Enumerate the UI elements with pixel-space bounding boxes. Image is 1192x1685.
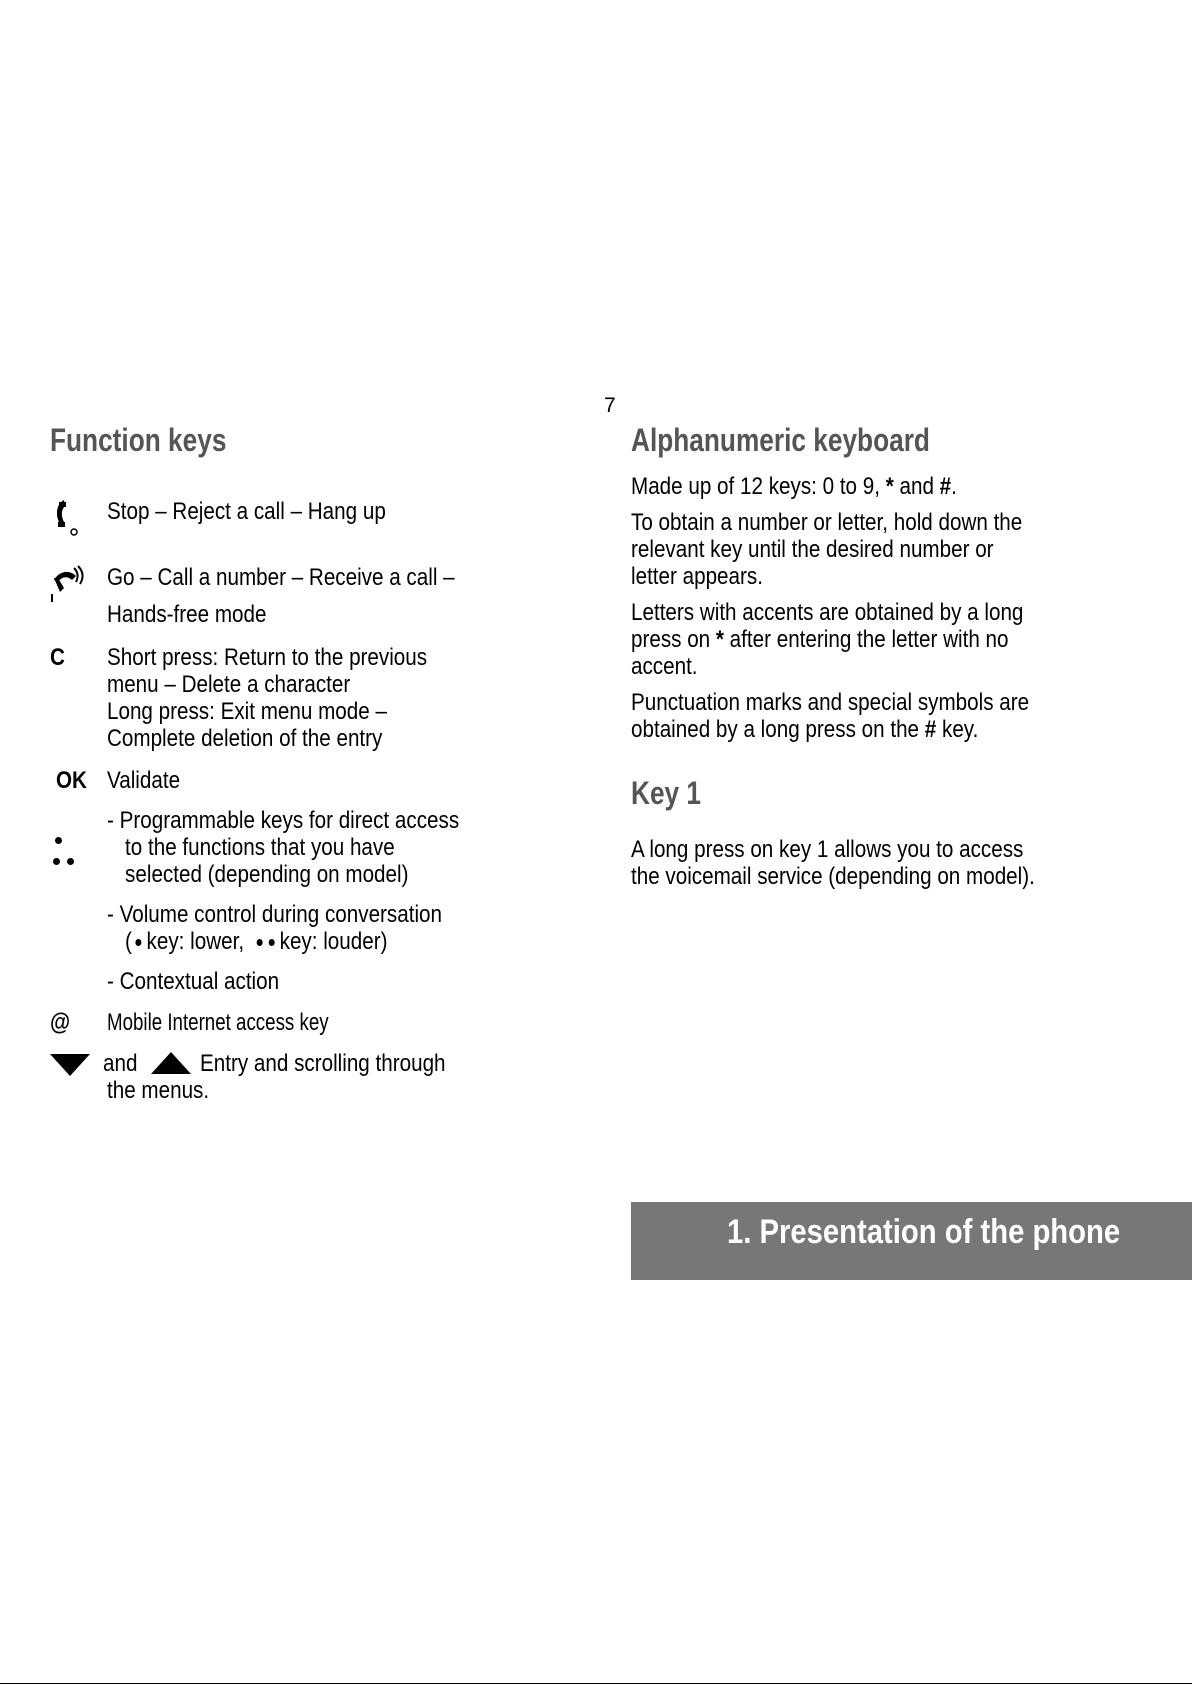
c-key-label: C [50, 644, 65, 671]
call-key-description-line2: Hands-free mode [107, 601, 267, 628]
bottom-rule [0, 1683, 1192, 1684]
function-keys-heading: Function keys [50, 422, 227, 458]
key-1-heading: Key 1 [631, 775, 702, 811]
and-label: and [103, 1050, 138, 1077]
programmable-keys-line3: selected (depending on model) [125, 861, 409, 888]
chapter-banner [631, 1202, 1192, 1280]
hash-key-symbol-2: # [924, 716, 937, 743]
down-arrow-icon [50, 1054, 90, 1082]
ok-key-label: OK [56, 767, 87, 794]
up-arrow-icon [151, 1052, 191, 1080]
c-key-line4: Complete deletion of the entry [107, 725, 383, 752]
alphanumeric-paragraph-1: Made up of 12 keys: 0 to 9, * and #. [631, 473, 957, 500]
volume-control-line1: - Volume control during conversation [107, 901, 443, 928]
hang-up-icon [50, 498, 100, 542]
double-dot-key-icon [257, 939, 263, 946]
at-key-label: @ [50, 1009, 71, 1036]
volume-control-line2: ( key: lower, key: louder) [125, 928, 388, 955]
c-key-line3: Long press: Exit menu mode – [107, 698, 387, 725]
programmable-keys-line2: to the functions that you have [125, 834, 395, 861]
single-dot-key-icon [135, 939, 141, 946]
chapter-title: 1. Presentation of the phone [727, 1213, 1121, 1251]
alphanumeric-paragraph-3: Letters with accents are obtained by a long press on * after entering the letter with no accent. [631, 599, 1024, 680]
key-1-paragraph: A long press on key 1 allows you to access the voicemail service (depending on model). [631, 836, 1035, 890]
c-key-line2: menu – Delete a character [107, 671, 351, 698]
internet-key-description: Mobile Internet access key [107, 1009, 329, 1036]
call-icon [50, 564, 100, 610]
page-number: 7 [604, 394, 616, 417]
star-key-symbol-2: * [715, 626, 724, 653]
alphanumeric-paragraph-2: To obtain a number or letter, hold down the relevant key until the desired number or letter appears. [631, 509, 1023, 590]
alphanumeric-paragraph-4: Punctuation marks and special symbols are obtained by a long press on the # key. [631, 689, 1030, 743]
call-key-description-line1: Go – Call a number – Receive a call – [107, 564, 455, 591]
alphanumeric-keyboard-heading: Alphanumeric keyboard [631, 422, 930, 458]
programmable-keys-line1: - Programmable keys for direct access [107, 807, 460, 834]
hash-key-symbol: # [939, 473, 952, 500]
contextual-action: - Contextual action [107, 968, 280, 995]
navigation-keys-line2: the menus. [107, 1077, 210, 1104]
c-key-line1: Short press: Return to the previous [107, 644, 428, 671]
navigation-keys-line1: Entry and scrolling through [200, 1050, 446, 1077]
ok-key-description: Validate [107, 767, 181, 794]
star-key-symbol: * [885, 473, 894, 500]
stop-key-description: Stop – Reject a call – Hang up [107, 498, 386, 525]
